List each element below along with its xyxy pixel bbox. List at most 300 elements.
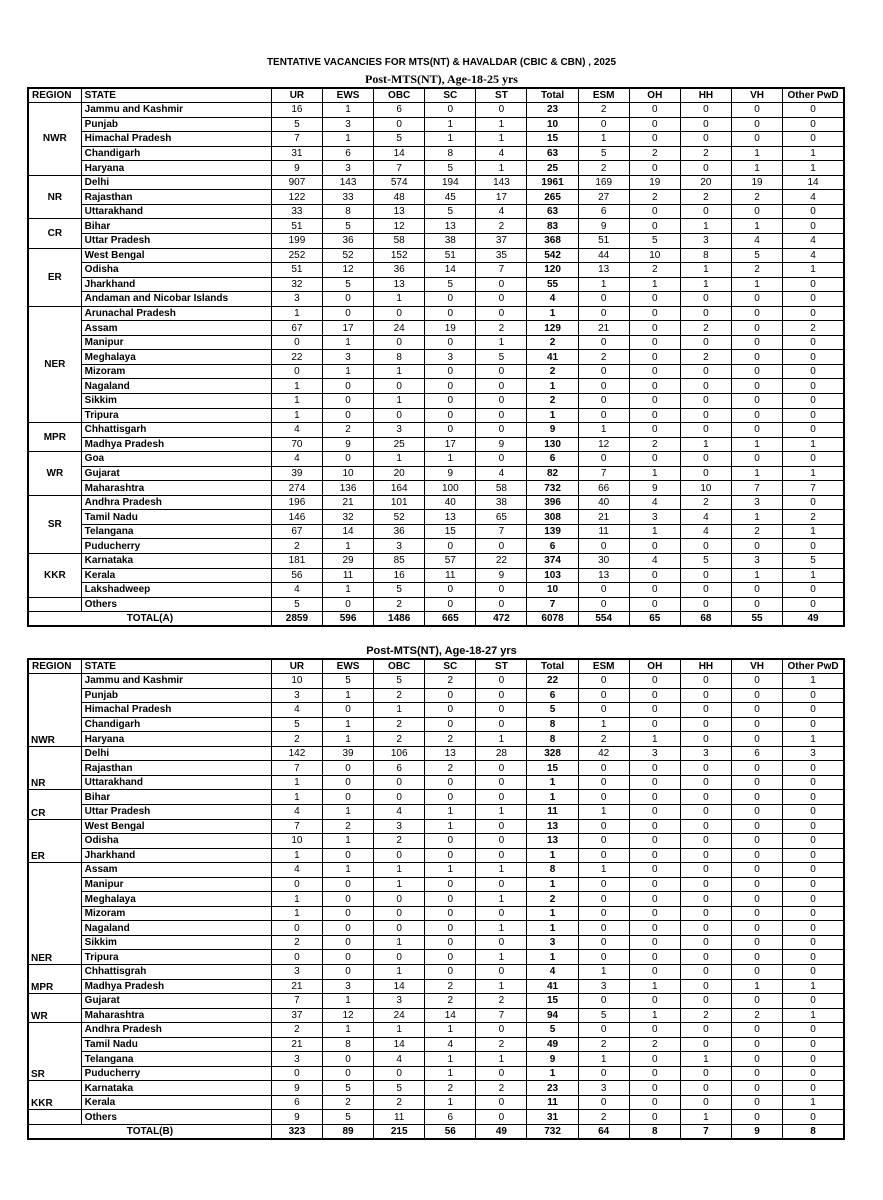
value-cell: 0 [578, 994, 629, 1009]
total-cell: 665 [425, 612, 476, 627]
value-cell: 0 [783, 688, 844, 703]
value-cell: 66 [578, 481, 629, 496]
state-cell: Gujarat [81, 994, 271, 1009]
value-cell: 0 [476, 717, 527, 732]
value-cell: 1 [629, 524, 680, 539]
value-cell: 0 [322, 703, 373, 718]
state-cell: Assam [81, 863, 271, 878]
value-cell: 5 [476, 350, 527, 365]
region-cell: KKR [28, 554, 81, 598]
value-cell: 0 [680, 539, 731, 554]
value-cell: 0 [476, 790, 527, 805]
value-cell: 0 [731, 1052, 782, 1067]
value-cell: 0 [578, 935, 629, 950]
value-cell: 0 [629, 863, 680, 878]
value-cell: 5 [322, 674, 373, 689]
table-row [28, 204, 844, 219]
value-cell: 196 [271, 495, 322, 510]
value-cell: 0 [680, 834, 731, 849]
table-row [28, 1008, 844, 1023]
column-header: HH [680, 659, 731, 674]
table-row [28, 994, 844, 1009]
state-cell: Sikkim [81, 393, 271, 408]
value-cell: 11 [527, 1095, 578, 1110]
value-cell: 25 [374, 437, 425, 452]
value-cell: 94 [527, 1008, 578, 1023]
value-cell: 0 [578, 335, 629, 350]
total-cell: 6078 [527, 612, 578, 627]
value-cell: 0 [374, 848, 425, 863]
value-cell: 31 [271, 146, 322, 161]
value-cell: 1 [731, 161, 782, 176]
value-cell: 0 [783, 306, 844, 321]
region-cell: CR [28, 219, 81, 248]
total-cell: 2859 [271, 612, 322, 627]
column-header: ST [476, 88, 527, 103]
value-cell: 0 [783, 495, 844, 510]
value-cell: 31 [527, 1110, 578, 1125]
value-cell: 8 [322, 1037, 373, 1052]
value-cell: 0 [629, 935, 680, 950]
value-cell: 1 [783, 568, 844, 583]
value-cell: 0 [476, 906, 527, 921]
value-cell: 4 [271, 804, 322, 819]
state-cell: Uttarakhand [81, 204, 271, 219]
value-cell: 2 [680, 146, 731, 161]
value-cell: 0 [476, 688, 527, 703]
value-cell: 0 [271, 921, 322, 936]
state-cell: Bihar [81, 790, 271, 805]
table-row [28, 161, 844, 176]
total-cell: 732 [527, 1125, 578, 1140]
value-cell: 5 [425, 277, 476, 292]
value-cell: 0 [731, 775, 782, 790]
value-cell: 32 [322, 510, 373, 525]
value-cell: 0 [629, 1023, 680, 1038]
value-cell: 1 [271, 848, 322, 863]
header-row [28, 659, 844, 674]
value-cell: 9 [578, 219, 629, 234]
table-row [28, 877, 844, 892]
value-cell: 0 [578, 408, 629, 423]
state-cell: Manipur [81, 877, 271, 892]
value-cell: 0 [322, 790, 373, 805]
region-cell [28, 1110, 81, 1125]
value-cell: 1 [527, 306, 578, 321]
value-cell: 1 [476, 335, 527, 350]
value-cell: 0 [629, 906, 680, 921]
value-cell: 0 [425, 921, 476, 936]
value-cell: 1 [527, 906, 578, 921]
value-cell: 1 [322, 688, 373, 703]
value-cell: 7 [271, 132, 322, 147]
value-cell: 7 [271, 994, 322, 1009]
state-cell: Andaman and Nicobar Islands [81, 292, 271, 307]
value-cell: 2 [629, 263, 680, 278]
state-cell: Meghalaya [81, 350, 271, 365]
value-cell: 0 [680, 935, 731, 950]
value-cell: 12 [322, 263, 373, 278]
column-header: Other PwD [783, 659, 844, 674]
value-cell: 0 [271, 1066, 322, 1081]
value-cell: 4 [527, 964, 578, 979]
value-cell: 1 [783, 146, 844, 161]
state-cell: Tamil Nadu [81, 510, 271, 525]
column-header: OBC [374, 659, 425, 674]
value-cell: 1 [629, 979, 680, 994]
value-cell: 142 [271, 746, 322, 761]
value-cell: 1 [578, 717, 629, 732]
table-row [28, 539, 844, 554]
value-cell: 4 [374, 804, 425, 819]
value-cell: 13 [527, 819, 578, 834]
value-cell: 0 [680, 950, 731, 965]
value-cell: 0 [731, 688, 782, 703]
value-cell: 1 [783, 732, 844, 747]
state-cell: Andhra Pradesh [81, 495, 271, 510]
value-cell: 5 [425, 161, 476, 176]
value-cell: 0 [425, 703, 476, 718]
state-cell: Punjab [81, 688, 271, 703]
value-cell: 37 [271, 1008, 322, 1023]
total-row [28, 612, 844, 627]
value-cell: 3 [374, 539, 425, 554]
table-row [28, 688, 844, 703]
value-cell: 1 [783, 674, 844, 689]
value-cell: 7 [476, 524, 527, 539]
value-cell: 164 [374, 481, 425, 496]
value-cell: 3 [527, 935, 578, 950]
value-cell: 0 [680, 466, 731, 481]
value-cell: 4 [271, 863, 322, 878]
value-cell: 0 [731, 674, 782, 689]
value-cell: 0 [731, 892, 782, 907]
value-cell: 1 [783, 161, 844, 176]
value-cell: 8 [527, 863, 578, 878]
state-cell: Nagaland [81, 379, 271, 394]
value-cell: 0 [783, 117, 844, 132]
value-cell: 1 [629, 277, 680, 292]
value-cell: 0 [680, 1081, 731, 1096]
value-cell: 0 [731, 350, 782, 365]
value-cell: 2 [783, 510, 844, 525]
value-cell: 0 [271, 335, 322, 350]
value-cell: 1 [731, 277, 782, 292]
value-cell: 3 [425, 350, 476, 365]
value-cell: 0 [680, 379, 731, 394]
value-cell: 0 [680, 117, 731, 132]
value-cell: 0 [425, 393, 476, 408]
value-cell: 0 [680, 161, 731, 176]
value-cell: 6 [374, 103, 425, 118]
value-cell: 13 [374, 277, 425, 292]
value-cell: 8 [527, 717, 578, 732]
region-cell: MPR [28, 964, 81, 993]
value-cell: 4 [680, 524, 731, 539]
value-cell: 0 [783, 1023, 844, 1038]
value-cell: 194 [425, 175, 476, 190]
region-cell: SR [28, 495, 81, 553]
value-cell: 2 [527, 335, 578, 350]
table-row [28, 379, 844, 394]
value-cell: 0 [476, 277, 527, 292]
value-cell: 4 [374, 1052, 425, 1067]
table-row [28, 717, 844, 732]
value-cell: 0 [783, 1037, 844, 1052]
section-a-subtitle: Post-MTS(NT), Age-18-25 yrs [365, 72, 518, 86]
value-cell: 1 [374, 877, 425, 892]
table-row [28, 761, 844, 776]
total-cell: 472 [476, 612, 527, 627]
value-cell: 100 [425, 481, 476, 496]
value-cell: 0 [578, 539, 629, 554]
value-cell: 1 [680, 437, 731, 452]
table-row [28, 481, 844, 496]
value-cell: 0 [578, 921, 629, 936]
value-cell: 10 [680, 481, 731, 496]
value-cell: 12 [322, 1008, 373, 1023]
value-cell: 0 [578, 597, 629, 612]
value-cell: 1 [476, 732, 527, 747]
value-cell: 1 [271, 306, 322, 321]
section-b-subtitle: Post-MTS(NT), Age-18-27 yrs [366, 645, 517, 657]
value-cell: 0 [783, 408, 844, 423]
value-cell: 1 [476, 950, 527, 965]
value-cell: 40 [578, 495, 629, 510]
value-cell: 41 [527, 979, 578, 994]
value-cell: 1 [783, 1095, 844, 1110]
table-row [28, 321, 844, 336]
value-cell: 1 [425, 863, 476, 878]
column-header: STATE [81, 88, 271, 103]
state-cell: Sikkim [81, 935, 271, 950]
table-row [28, 583, 844, 598]
value-cell: 4 [271, 423, 322, 438]
value-cell: 0 [680, 306, 731, 321]
region-cell: WR [28, 994, 81, 1023]
value-cell: 6 [425, 1110, 476, 1125]
table-row [28, 804, 844, 819]
value-cell: 1 [783, 466, 844, 481]
value-cell: 1 [425, 1023, 476, 1038]
value-cell: 2 [476, 219, 527, 234]
value-cell: 7 [476, 263, 527, 278]
state-cell: Chandigarh [81, 717, 271, 732]
value-cell: 6 [374, 761, 425, 776]
value-cell: 0 [322, 877, 373, 892]
value-cell: 1 [783, 437, 844, 452]
region-cell: NWR [28, 103, 81, 176]
value-cell: 0 [322, 1066, 373, 1081]
total-cell: 7 [680, 1125, 731, 1140]
value-cell: 1 [271, 408, 322, 423]
value-cell: 7 [271, 819, 322, 834]
value-cell: 0 [731, 1037, 782, 1052]
value-cell: 0 [476, 583, 527, 598]
value-cell: 0 [783, 804, 844, 819]
value-cell: 1 [322, 583, 373, 598]
value-cell: 0 [783, 379, 844, 394]
value-cell: 1 [578, 277, 629, 292]
header-row [28, 88, 844, 103]
value-cell: 0 [578, 1023, 629, 1038]
table-row [28, 263, 844, 278]
value-cell: 396 [527, 495, 578, 510]
value-cell: 15 [527, 994, 578, 1009]
value-cell: 0 [271, 877, 322, 892]
value-cell: 1 [425, 1052, 476, 1067]
value-cell: 1 [731, 568, 782, 583]
value-cell: 1 [374, 292, 425, 307]
value-cell: 0 [680, 583, 731, 598]
value-cell: 40 [425, 495, 476, 510]
total-cell: 68 [680, 612, 731, 627]
value-cell: 0 [629, 583, 680, 598]
value-cell: 13 [527, 834, 578, 849]
value-cell: 0 [322, 964, 373, 979]
value-cell: 2 [680, 190, 731, 205]
value-cell: 25 [527, 161, 578, 176]
state-cell: Mizoram [81, 364, 271, 379]
value-cell: 0 [731, 408, 782, 423]
table-row [28, 1066, 844, 1081]
value-cell: 51 [578, 233, 629, 248]
value-cell: 37 [476, 233, 527, 248]
value-cell: 1 [527, 379, 578, 394]
value-cell: 129 [527, 321, 578, 336]
value-cell: 0 [680, 335, 731, 350]
value-cell: 1 [527, 921, 578, 936]
value-cell: 0 [425, 834, 476, 849]
value-cell: 0 [476, 964, 527, 979]
value-cell: 0 [629, 790, 680, 805]
value-cell: 38 [476, 495, 527, 510]
region-cell: NR [28, 746, 81, 790]
value-cell: 1 [527, 408, 578, 423]
value-cell: 2 [322, 1095, 373, 1110]
value-cell: 22 [527, 674, 578, 689]
value-cell: 2 [476, 994, 527, 1009]
table-row [28, 190, 844, 205]
value-cell: 5 [271, 597, 322, 612]
value-cell: 2 [783, 321, 844, 336]
table-row [28, 906, 844, 921]
value-cell: 0 [731, 292, 782, 307]
value-cell: 0 [629, 321, 680, 336]
table-row [28, 950, 844, 965]
value-cell: 1 [374, 863, 425, 878]
state-cell: Telangana [81, 1052, 271, 1067]
table-row [28, 233, 844, 248]
value-cell: 0 [578, 117, 629, 132]
value-cell: 4 [731, 233, 782, 248]
value-cell: 36 [322, 233, 373, 248]
value-cell: 3 [374, 994, 425, 1009]
value-cell: 2 [680, 495, 731, 510]
value-cell: 1 [374, 703, 425, 718]
value-cell: 2 [271, 935, 322, 950]
value-cell: 1 [322, 994, 373, 1009]
value-cell: 3 [322, 117, 373, 132]
value-cell: 1 [322, 364, 373, 379]
value-cell: 5 [271, 717, 322, 732]
value-cell: 0 [629, 819, 680, 834]
value-cell: 1 [527, 950, 578, 965]
value-cell: 0 [731, 732, 782, 747]
total-cell: 554 [578, 612, 629, 627]
value-cell: 0 [425, 892, 476, 907]
value-cell: 2 [374, 688, 425, 703]
table-row [28, 248, 844, 263]
value-cell: 0 [629, 350, 680, 365]
value-cell: 13 [374, 204, 425, 219]
value-cell: 0 [374, 775, 425, 790]
value-cell: 0 [476, 408, 527, 423]
value-cell: 2 [425, 674, 476, 689]
value-cell: 1 [322, 732, 373, 747]
value-cell: 11 [527, 804, 578, 819]
value-cell: 3 [731, 495, 782, 510]
state-cell: Himachal Pradesh [81, 703, 271, 718]
table-row [28, 510, 844, 525]
value-cell: 4 [783, 190, 844, 205]
value-cell: 6 [271, 1095, 322, 1110]
value-cell: 2 [629, 1037, 680, 1052]
value-cell: 0 [731, 877, 782, 892]
value-cell: 0 [374, 335, 425, 350]
value-cell: 0 [578, 790, 629, 805]
value-cell: 0 [783, 921, 844, 936]
value-cell: 0 [783, 597, 844, 612]
value-cell: 82 [527, 466, 578, 481]
state-cell: Chhattisgarh [81, 423, 271, 438]
value-cell: 4 [425, 1037, 476, 1052]
value-cell: 14 [322, 524, 373, 539]
value-cell: 0 [476, 423, 527, 438]
value-cell: 32 [271, 277, 322, 292]
state-cell: Manipur [81, 335, 271, 350]
value-cell: 1 [476, 892, 527, 907]
value-cell: 48 [374, 190, 425, 205]
value-cell: 1 [374, 935, 425, 950]
value-cell: 2 [680, 350, 731, 365]
value-cell: 12 [374, 219, 425, 234]
vacancy-table-a [27, 87, 845, 627]
value-cell: 3 [629, 746, 680, 761]
value-cell: 7 [578, 466, 629, 481]
value-cell: 0 [629, 804, 680, 819]
total-label: TOTAL(A) [28, 612, 271, 627]
table-row [28, 495, 844, 510]
state-cell: Puducherry [81, 539, 271, 554]
value-cell: 0 [629, 597, 680, 612]
value-cell: 5 [578, 1008, 629, 1023]
value-cell: 0 [322, 452, 373, 467]
value-cell: 0 [629, 892, 680, 907]
total-label: TOTAL(B) [28, 1125, 271, 1140]
value-cell: 0 [629, 964, 680, 979]
value-cell: 0 [629, 1095, 680, 1110]
region-cell [28, 597, 81, 612]
value-cell: 0 [783, 204, 844, 219]
value-cell: 0 [476, 103, 527, 118]
table-row [28, 132, 844, 147]
column-header: REGION [28, 88, 81, 103]
value-cell: 1 [374, 1023, 425, 1038]
value-cell: 39 [322, 746, 373, 761]
value-cell: 3 [271, 964, 322, 979]
value-cell: 0 [783, 539, 844, 554]
